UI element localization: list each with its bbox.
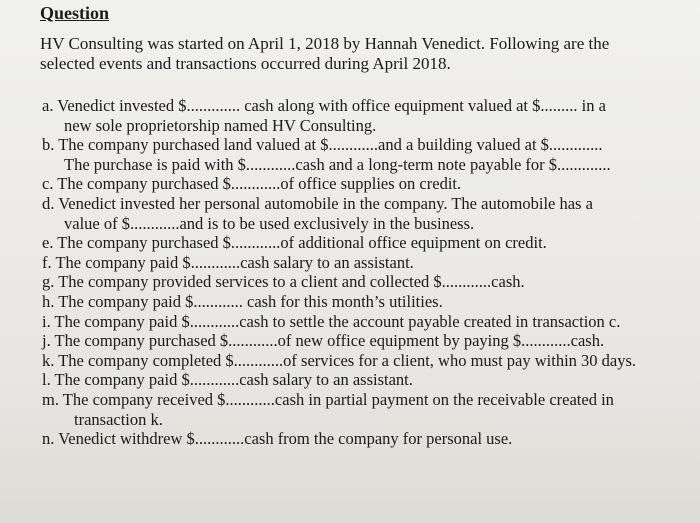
item-m: m. The company received $............cash in partial payment on the receivable created in — [42, 389, 614, 409]
item-j: j. The company purchased $............of new office equipment by paying $............cash. — [42, 331, 605, 351]
item-f: f. The company paid $............cash salary to an assistant. — [42, 252, 414, 272]
item-k: k. The company completed $............of services for a client, who must pay within 30 days. — [42, 350, 637, 370]
item-d-continued: value of $............and is to be used exclusively in the business. — [64, 213, 475, 233]
item-a: a. Venedict invested $............. cash along with office equipment valued at $......... in a — [42, 96, 606, 115]
question-heading: Question — [40, 3, 110, 23]
item-i: i. The company paid $............cash to settle the account payable created in transaction c. — [42, 311, 621, 331]
question-intro — [40, 34, 680, 74]
item-e: e. The company purchased $............of additional office equipment on credit. — [42, 233, 547, 253]
item-g: g. The company provided services to a client and collected $............cash. — [42, 272, 525, 292]
transaction-list — [42, 96, 682, 449]
item-b: b. The company purchased land valued at $............and a building valued at $............. — [42, 135, 603, 155]
item-b-continued: The purchase is paid with $............cash and a long-term note payable for $............. — [64, 154, 611, 174]
item-m-continued: transaction k. — [74, 409, 163, 429]
intro-line-1: HV Consulting was started on April 1, 2018 by Hannah Venedict. Following are the — [40, 34, 610, 53]
item-a-continued: new sole proprietorship named HV Consulting. — [64, 115, 377, 135]
item-d: d. Venedict invested her personal automobile in the company. The automobile has a — [42, 193, 593, 213]
intro-line-2: selected events and transactions occurred during April 2018. — [40, 54, 451, 73]
item-h: h. The company paid $............ cash for this month’s utilities. — [42, 291, 443, 311]
item-n: n. Venedict withdrew $............cash from the company for personal use. — [42, 429, 513, 449]
item-c: c. The company purchased $............of office supplies on credit. — [42, 174, 462, 194]
item-l: l. The company paid $............cash salary to an assistant. — [42, 370, 413, 390]
